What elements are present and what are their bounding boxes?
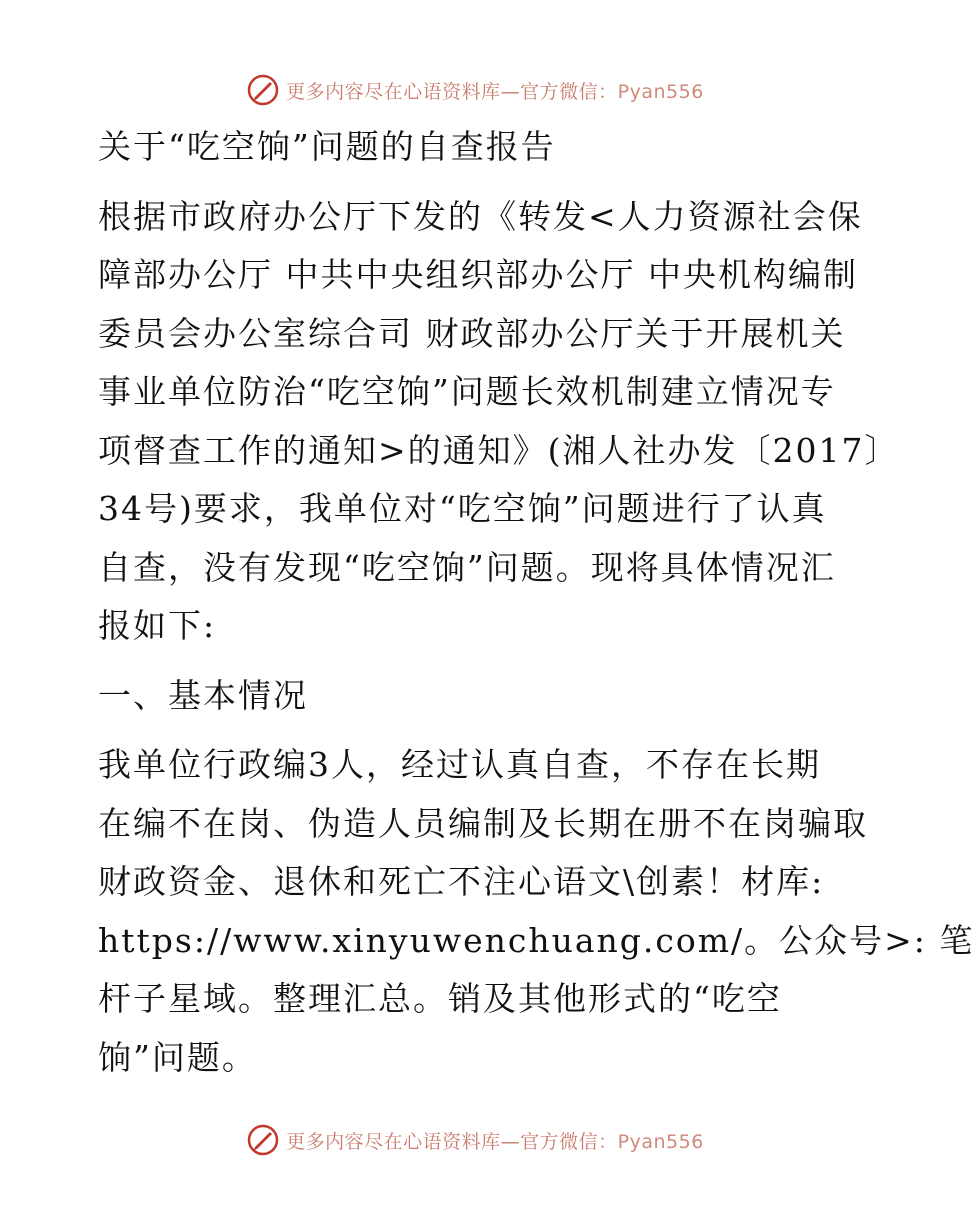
paragraph-basic-situation xyxy=(98,736,974,1087)
watermark-text: 更多内容尽在心语资料库—官方微信：Pyan556 xyxy=(286,80,704,103)
paragraph-line: https://www.xinyuwenchuang.com/。公众号>: 笔 xyxy=(98,920,974,960)
quill-logo-icon xyxy=(246,73,280,107)
paragraph-line: 根据市政府办公厅下发的《转发<人力资源社会保 xyxy=(98,196,863,236)
paragraph-line: 报如下: xyxy=(98,606,217,645)
paragraph-line: 项督查工作的通知>的通知》(湘人社办发〔2017〕 xyxy=(98,430,900,470)
paragraph-line: 事业单位防治“吃空饷”问题长效机制建立情况专 xyxy=(98,372,836,411)
paragraph-line: 我单位行政编3人，经过认真自查，不存在长期 xyxy=(98,745,821,784)
paragraph-line: 障部办公厅 中共中央组织部办公厅 中央机构编制 xyxy=(98,255,858,294)
watermark-banner-top xyxy=(0,70,950,110)
section-heading-basic-situation: 一、基本情况 xyxy=(98,675,308,715)
watermark-account: Pyan556 xyxy=(617,1130,704,1153)
watermark-text: 更多内容尽在心语资料库—官方微信：Pyan556 xyxy=(286,1130,704,1153)
paragraph-line: 委员会办公室综合司 财政部办公厅关于开展机关 xyxy=(98,313,846,353)
document-title: 关于“吃空饷”问题的自查报告 xyxy=(98,127,556,166)
quill-logo-icon xyxy=(246,1123,280,1157)
paragraph-line: 财政资金、退休和死亡不注心语文\创素！材库: xyxy=(98,862,825,901)
watermark-account: Pyan556 xyxy=(617,80,704,103)
paragraph-line: 杆子星域。整理汇总。销及其他形式的“吃空 xyxy=(98,979,782,1018)
paragraph-line: 自查，没有发现“吃空饷”问题。现将具体情况汇 xyxy=(98,547,836,587)
paragraph-line: 34号)要求，我单位对“吃空饷”问题进行了认真 xyxy=(98,489,827,528)
paragraph-line: 在编不在岗、伪造人员编制及长期在册不在岗骗取 xyxy=(98,803,868,843)
paragraph-line: 饷”问题。 xyxy=(98,1037,257,1077)
paragraph-intro xyxy=(98,188,900,656)
document-body xyxy=(98,118,974,1087)
watermark-banner-bottom xyxy=(0,1120,950,1160)
